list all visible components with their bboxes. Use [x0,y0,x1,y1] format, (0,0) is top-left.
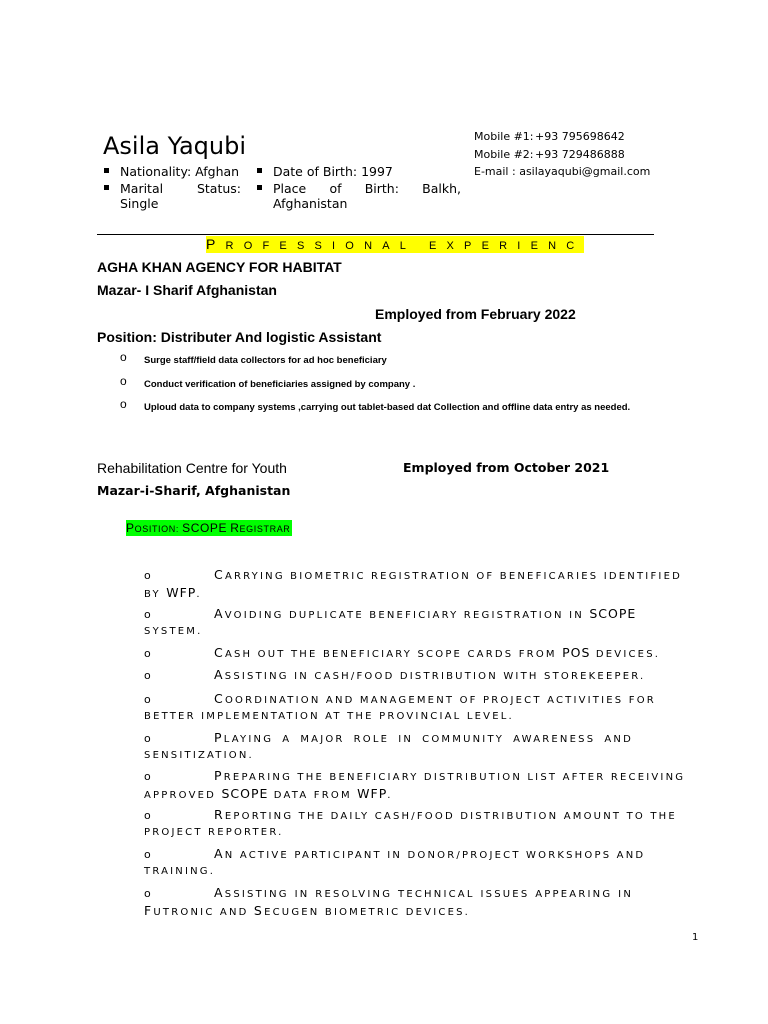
place-of-birth-item: Place of Birth: Balkh, Afghanistan [257,181,461,211]
square-bullet-icon [104,168,109,173]
duty-line: PROJECT REPORTER. [144,827,284,838]
duty-line: APPROVED SCOPE DATA FROM WFP. [144,786,393,801]
duty-line: o CASH OUT THE BENEFICIARY SCOPE CARDS FROM POS DEVICES. [144,645,661,660]
job2-duty-item [144,846,646,880]
duty-line: o ASSISTING IN RESOLVING TECHNICAL ISSUES APPEARING IN [144,885,633,900]
duty-line: TRAINING. [144,866,216,877]
square-bullet-icon [104,185,109,190]
candidate-name: Asila Yaqubi [103,132,247,160]
section-heading-text: PROFESSIONAL EXPERIENC [206,236,585,252]
page-number: 1 [692,932,699,943]
duty-line: o COORDINATION AND MANAGEMENT OF PROJECT ACTIVITIES FOR [144,691,656,706]
duty-line: BETTER IMPLEMENTATION AT THE PROVINCIAL LEVEL. [144,711,514,722]
duty-line: o REPORTING THE DAILY CASH/FOOD DISTRIBUTION AMOUNT TO THE [144,807,677,822]
job2-duty-item [144,691,656,725]
circle-bullet-icon: o [144,608,151,621]
date-of-birth-item: Date of Birth: 1997 [257,164,461,179]
job2-duty-item [144,768,686,804]
job2-duty-item [144,606,637,640]
duty-line: FUTRONIC AND SECUGEN BIOMETRIC DEVICES. [144,903,471,918]
job2-duty-item [144,730,633,764]
circle-bullet-icon: o [144,569,151,582]
job1-employed-dates: Employed from February 2022 [375,306,576,322]
job1-position: Position: Distributer And logistic Assistant [97,329,382,345]
job1-location: Mazar- I Sharif Afghanistan [97,282,277,298]
job1-duty-item: o Conduct verification of beneficiaries assigned by company . [120,374,416,390]
contact-mobile-1: Mobile #1: +93 795698642 [474,130,625,143]
square-bullet-icon [257,168,262,173]
duty-line: SYSTEM. [144,626,203,637]
job2-duty-item [144,807,677,841]
job2-location: Mazar-i-Sharif, Afghanistan [97,483,291,498]
duty-line: o AN ACTIVE PARTICIPANT IN DONOR/PROJECT WORKSHOPS AND [144,846,646,861]
circle-bullet-icon: o [144,693,151,706]
job2-position [126,520,292,536]
job2-duty-item [144,885,633,921]
circle-bullet-icon: o [120,350,127,364]
circle-bullet-icon: o [144,732,151,745]
job2-employed-dates: Employed from October 2021 [403,460,610,475]
header-divider [97,234,654,235]
duty-line: o AVOIDING DUPLICATE BENEFICIARY REGISTRATION IN SCOPE [144,606,637,621]
circle-bullet-icon: o [144,809,151,822]
job1-duty-item: o Surge staff/field data collectors for ad hoc beneficiary [120,350,387,366]
duty-line: BY WFP. [144,585,202,600]
contact-email: E-mail : asilayaqubi@gmail.com [474,165,651,178]
job1-organization: AGHA KHAN AGENCY FOR HABITAT [97,259,342,275]
section-heading-professional-experience [206,236,584,253]
circle-bullet-icon: o [144,887,151,900]
job2-duty-item [144,645,661,663]
duty-line: o PREPARING THE BENEFICIARY DISTRIBUTION LIST AFTER RECEIVING [144,768,686,783]
job2-position-text: POSITION: SCOPE REGISTRAR [126,521,291,535]
job1-duty-item: o Uploud data to company systems ,carrying out tablet-based dat Collection and offline data entry as needed. [120,397,631,413]
circle-bullet-icon: o [144,848,151,861]
circle-bullet-icon: o [144,669,151,682]
job2-duty-item [144,567,682,603]
duty-line: o CARRYING BIOMETRIC REGISTRATION OF BENEFICARIES IDENTIFIED [144,567,682,582]
circle-bullet-icon: o [144,647,151,660]
contact-mobile-2: Mobile #2: +93 729486888 [474,148,625,161]
square-bullet-icon [257,185,262,190]
duty-line: o PLAYING A MAJOR ROLE IN COMMUNITY AWARENESS AND [144,730,633,745]
circle-bullet-icon: o [120,397,127,411]
job2-organization: Rehabilitation Centre for Youth [97,460,287,476]
circle-bullet-icon: o [144,770,151,783]
job2-duty-item [144,667,646,685]
marital-status-item: Marital Status: Single [104,181,241,211]
duty-line: o ASSISTING IN CASH/FOOD DISTRIBUTION WITH STOREKEEPER. [144,667,646,682]
nationality-item: Nationality: Afghan [104,164,241,179]
duty-line: SENSITIZATION. [144,750,254,761]
circle-bullet-icon: o [120,374,127,388]
